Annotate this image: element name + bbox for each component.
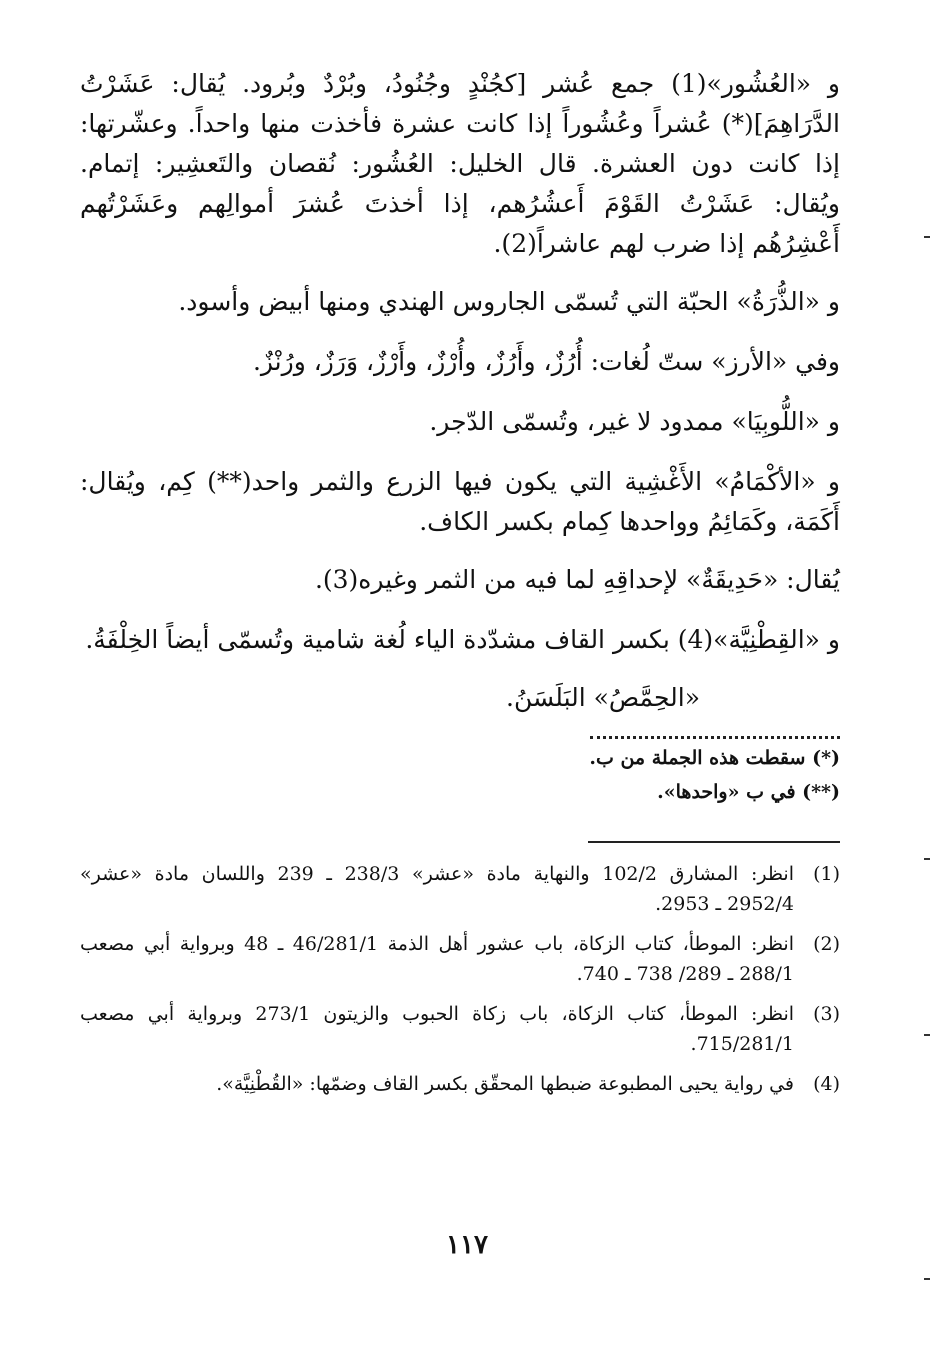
footnote-1 bbox=[80, 859, 840, 919]
paragraph-akmam: و «الأكْمَامُ» الأَغْشِية التي يكون فيها الزرع والثمر واحد(**) كِم، ويُقال: أَكَمَة، وكَمَائِمُ وواحدها كِمام بكسر الكاف. bbox=[80, 467, 840, 536]
footnote-number: (2) bbox=[813, 933, 840, 955]
footnote-number: (4) bbox=[813, 1073, 840, 1095]
footnote-text: انظر: الموطأ، كتاب الزكاة، باب عشور أهل الذمة 46/281/1 ـ 48 وبرواية أبي مصعب 288/1 ـ 289/ 738 ـ 740. bbox=[80, 933, 794, 985]
page-number: ١١٧ bbox=[446, 1230, 488, 1260]
editor-notes-separator bbox=[590, 736, 840, 739]
scan-mark bbox=[924, 858, 930, 860]
footnote-4 bbox=[80, 1069, 840, 1099]
footnote-number: (1) bbox=[813, 863, 840, 885]
paragraph-dhura: و «الذُّرَةُ» الحبّة التي تُسمّى الجاروس الهندي ومنها أبيض وأسود. bbox=[178, 287, 840, 316]
scan-mark bbox=[924, 1278, 930, 1280]
footnote-text: انظر: الموطأ، كتاب الزكاة، باب زكاة الحبوب والزيتون 273/1 وبرواية أبي مصعب 715/281/1. bbox=[80, 1003, 795, 1055]
page-body bbox=[80, 64, 840, 1109]
footnote-number: (3) bbox=[813, 1003, 840, 1025]
paragraph-ushur: و «العُشُور»(1) جمع عُشر [كجُنْدٍ وجُنُودُ، وبُرْدٌ وبُرود. يُقال: عَشَرْتُ الدَّرَاهِمَ](*) عُشراً وعُشُوراً إذا كانت عشرة فأخذت منها واحداً. وعشّرتها: إذا كانت دون العشرة. قال الخليل: العُشُور: نُقصان والتَعشِير: إتمام. ويُقال: عَشَرْتُ القَوْمَ أَعشُرُهم، إذا أخذتَ عُشرَ أموالِهم وعَشَرْتُهم أَعْشِرُهُم إذا ضرب لهم عاشراً(2). bbox=[80, 69, 840, 258]
footnote-text: في رواية يحيى المطبوعة ضبطها المحقّق بكسر القاف وضمّها: «القُطْنِيَّة». bbox=[216, 1073, 794, 1095]
editor-note-2: (**) في ب «واحدها». bbox=[657, 781, 840, 803]
paragraph-lubiya: و «اللُّوبِيَا» ممدود لا غير، وتُسمّى الدّجر. bbox=[429, 407, 840, 436]
editor-note-1: (*) سقطت هذه الجملة من ب. bbox=[589, 747, 840, 769]
paragraph-qitniyya: و «القِطْنِيَّة»(4) بكسر القاف مشدّدة الياء لُغة شامية وتُسمّى أيضاً الخِلْفَةُ. bbox=[85, 625, 840, 654]
paragraph-hummus: «الحِمَّصُ» البَلَسَنُ. bbox=[506, 683, 700, 712]
scan-mark bbox=[924, 236, 930, 238]
footnote-rule bbox=[588, 841, 840, 843]
footnote-3 bbox=[80, 999, 840, 1059]
footnote-text: انظر: المشارق 102/2 والنهاية مادة «عشر» 238/3 ـ 239 واللسان مادة «عشر» 2952/4 ـ 2953. bbox=[80, 863, 794, 915]
paragraph-aruz: وفي «الأرز» ستّ لُغات: أُرُزٌ، وأَرُزٌ، وأُرْزٌ، وأَرْزٌ، وَرَزٌ، ورُنْزٌ. bbox=[252, 347, 840, 376]
paragraph-hadiqa: يُقال: «حَدِيقَةٌ» لإحداقِهِ لما فيه من الثمر وغيره(3). bbox=[314, 565, 840, 594]
footnote-2 bbox=[80, 929, 840, 989]
scan-mark bbox=[924, 1034, 930, 1036]
